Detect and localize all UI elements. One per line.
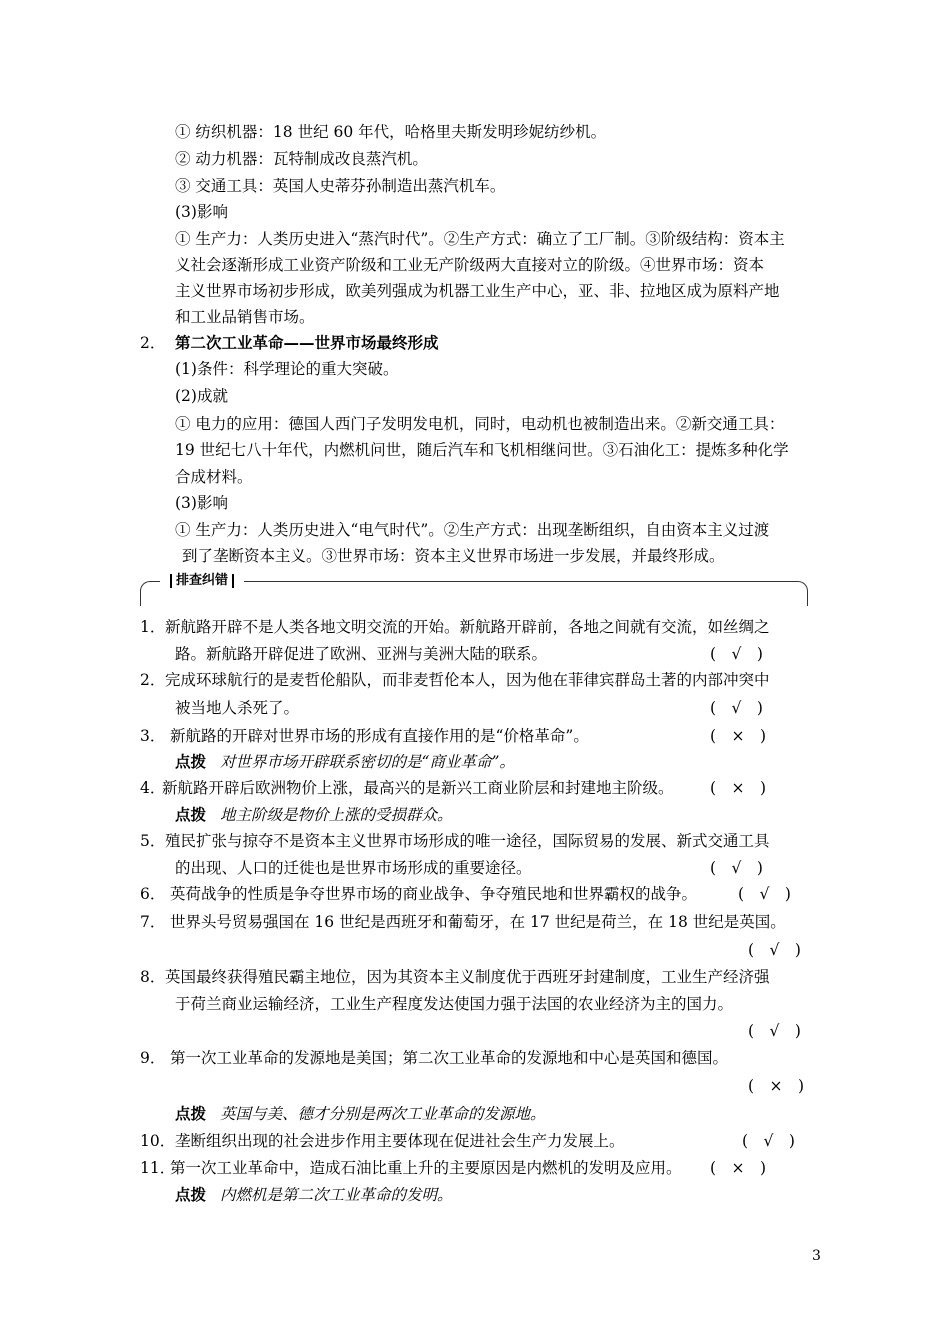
item-number: 3．	[140, 727, 166, 745]
text-line: (3)影响	[175, 494, 228, 512]
item-number: 11．	[140, 1159, 176, 1177]
tip-line: 点拨 对世界市场开辟联系密切的是“商业革命”。	[175, 753, 515, 771]
item-text: 的出现、人口的迁徙也是世界市场形成的重要途径。	[175, 859, 532, 877]
text-line: 19 世纪七八十年代，内燃机问世，随后汽车和飞机相继问世。③石油化工：提炼多种化学	[175, 441, 789, 459]
text-line: (1)条件：科学理论的重大突破。	[175, 360, 399, 378]
answer-mark: ( √ )	[748, 1022, 801, 1040]
answer-mark: ( √ )	[738, 885, 791, 903]
item-text: 第一次工业革命中，造成石油比重上升的主要原因是内燃机的发明及应用。	[170, 1159, 682, 1177]
item-number: 6．	[140, 885, 166, 903]
item-number: 1．	[140, 618, 166, 636]
item-text: 英荷战争的性质是争夺世界市场的商业战争、争夺殖民地和世界霸权的战争。	[170, 885, 698, 903]
answer-mark: ( √ )	[742, 1132, 795, 1150]
text-line: 主义世界市场初步形成，欧美列强成为机器工业生产中心，亚、非、拉地区成为原料产地	[175, 282, 780, 300]
item-number: 5．	[140, 832, 166, 850]
text-line: 合成材料。	[175, 468, 253, 486]
tip-line: 点拨 内燃机是第二次工业革命的发明。	[175, 1186, 453, 1204]
item-number: 8．	[140, 968, 166, 986]
item-text: 新航路开辟不是人类各地文明交流的开始。新航路开辟前，各地之间就有交流，如丝绸之	[165, 618, 770, 636]
item-text: 路。新航路开辟促进了欧洲、亚洲与美洲大陆的联系。	[175, 645, 548, 663]
text-line: 到了垄断资本主义。③世界市场：资本主义世界市场进一步发展，并最终形成。	[182, 547, 725, 565]
item-number: 4．	[140, 779, 166, 797]
item-text: 新航路的开辟对世界市场的形成有直接作用的是“价格革命”。	[170, 727, 589, 745]
text-line: ① 纺织机器：18 世纪 60 年代，哈格里夫斯发明珍妮纺纱机。	[175, 123, 607, 141]
text-line: 义社会逐渐形成工业资产阶级和工业无产阶级两大直接对立的阶级。④世界市场：资本	[175, 256, 765, 274]
section-title: 排查纠错	[160, 572, 244, 590]
item-number: 7．	[140, 913, 166, 931]
answer-mark: ( √ )	[748, 941, 801, 959]
item-text: 完成环球航行的是麦哲伦船队，而非麦哲伦本人，因为他在菲律宾群岛土著的内部冲突中	[165, 671, 770, 689]
answer-mark: ( √ )	[710, 645, 763, 663]
heading-number: 2．	[140, 334, 166, 352]
section-heading: 第二次工业革命——世界市场最终形成	[175, 334, 439, 352]
text-line: ② 动力机器：瓦特制成改良蒸汽机。	[175, 150, 428, 168]
text-line: (2)成就	[175, 387, 228, 405]
item-text: 被当地人杀死了。	[175, 699, 300, 717]
text-line: ③ 交通工具：英国人史蒂芬孙制造出蒸汽机车。	[175, 177, 506, 195]
answer-mark: ( × )	[710, 727, 767, 745]
item-text: 世界头号贸易强国在 16 世纪是西班牙和葡萄牙，在 17 世纪是荷兰，在 18 世纪是英国。	[170, 913, 786, 931]
item-number: 10．	[140, 1132, 176, 1150]
text-line: ① 生产力：人类历史进入“电气时代”。②生产方式：出现垄断组织，自由资本主义过渡	[175, 521, 770, 539]
answer-mark: ( √ )	[710, 699, 763, 717]
answer-mark: ( × )	[710, 1159, 767, 1177]
answer-mark: ( × )	[748, 1077, 805, 1095]
page-number: 3	[812, 1248, 821, 1264]
item-text: 第一次工业革命的发源地是美国；第二次工业革命的发源地和中心是英国和德国。	[170, 1049, 729, 1067]
item-number: 2．	[140, 671, 166, 689]
item-text: 英国最终获得殖民霸主地位，因为其资本主义制度优于西班牙封建制度，工业生产经济强	[165, 968, 770, 986]
item-text: 于荷兰商业运输经济，工业生产程度发达使国力强于法国的农业经济为主的国力。	[175, 995, 734, 1013]
item-number: 9．	[140, 1049, 166, 1067]
item-text: 垄断组织出现的社会进步作用主要体现在促进社会生产力发展上。	[175, 1132, 625, 1150]
text-line: ① 电力的应用：德国人西门子发明发电机，同时，电动机也被制造出来。②新交通工具：	[175, 415, 785, 433]
answer-mark: ( × )	[710, 779, 767, 797]
text-line: 和工业品销售市场。	[175, 308, 315, 326]
text-line: (3)影响	[175, 203, 228, 221]
answer-mark: ( √ )	[710, 859, 763, 877]
item-text: 新航路开辟后欧洲物价上涨，最高兴的是新兴工商业阶层和封建地主阶级。	[162, 779, 674, 797]
tip-line: 点拨 地主阶级是物价上涨的受损群众。	[175, 806, 453, 824]
section-header-box	[140, 572, 808, 606]
text-line: ① 生产力：人类历史进入“蒸汽时代”。②生产方式：确立了工厂制。③阶级结构：资本主	[175, 230, 785, 248]
item-text: 殖民扩张与掠夺不是资本主义世界市场形成的唯一途径，国际贸易的发展、新式交通工具	[165, 832, 770, 850]
tip-line: 点拨 英国与美、德才分别是两次工业革命的发源地。	[175, 1105, 546, 1123]
